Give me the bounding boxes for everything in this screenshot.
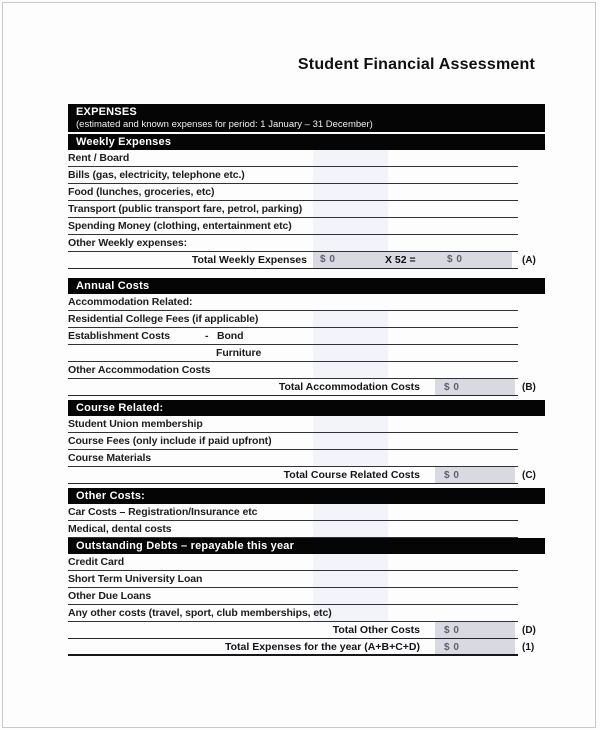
section-title: Weekly Expenses <box>76 136 172 148</box>
form-row-residential-college-fees-if-applicable <box>68 311 518 328</box>
total-letter: (D) <box>522 625 536 636</box>
amount-input-cell[interactable] <box>313 328 388 344</box>
form-row-other-weekly-expenses <box>68 235 518 252</box>
total-letter: (1) <box>522 642 535 653</box>
section-title: Other Costs: <box>76 490 146 502</box>
row-label-secondary: Bond <box>217 330 244 342</box>
section-header-other-costs <box>68 488 545 504</box>
section-header-weekly-expenses <box>68 134 545 150</box>
total-label: Total Weekly Expenses <box>191 254 307 266</box>
row-label: Car Costs – Registration/Insurance etc <box>68 506 258 518</box>
total-amount: $ 0 <box>444 642 460 653</box>
form-row-establishment-costs <box>68 328 518 345</box>
row-label: Rent / Board <box>68 152 130 164</box>
section-header-course-related <box>68 400 545 416</box>
row-label: Student Union membership <box>68 418 203 430</box>
row-label: Other Accommodation Costs <box>68 364 211 376</box>
total-row-total-weekly-expenses <box>68 252 536 269</box>
section-title: Annual Costs <box>76 280 150 292</box>
total-row-total-other-costs <box>68 622 536 639</box>
form-row-course-fees-only-include-if-paid-upfront <box>68 433 518 450</box>
total-amount-box[interactable] <box>435 379 515 395</box>
section-header-annual-costs <box>68 278 545 294</box>
form-row-rent-board <box>68 150 518 167</box>
form-row-food-lunches-groceries-etc <box>68 184 518 201</box>
amount-input-cell[interactable] <box>313 167 388 183</box>
amount-input-cell[interactable] <box>313 450 388 466</box>
row-label: Transport (public transport fare, petrol, parking) <box>68 203 303 215</box>
form-row-transport-public-transport-fare-petrol-parking <box>68 201 518 218</box>
amount-input-cell[interactable] <box>313 433 388 449</box>
form-row-car-costs-registration-insurance-etc <box>68 504 518 521</box>
form-row-furniture <box>68 345 518 362</box>
section-title: Course Related: <box>76 402 164 414</box>
total-amount: $ 0 <box>444 470 460 481</box>
amount-input-cell[interactable] <box>313 150 388 166</box>
grand-total-row <box>68 639 535 656</box>
row-label: Course Materials <box>68 452 152 464</box>
total-letter: (A) <box>522 255 536 266</box>
amount-input-cell[interactable] <box>313 362 388 378</box>
section-header-expenses <box>68 104 545 132</box>
form-row-other-due-loans <box>68 588 518 605</box>
form-row-short-term-university-loan <box>68 571 518 588</box>
section-header-outstanding-debts-repayable-this-year <box>68 538 545 554</box>
row-label: Any other costs (travel, sport, club memberships, etc) <box>68 607 332 619</box>
weekly-total-band[interactable] <box>313 252 512 268</box>
amount-input-cell[interactable] <box>313 345 388 361</box>
total-amount: $ 0 <box>444 625 460 636</box>
row-label: Other Due Loans <box>68 590 152 602</box>
row-label: Medical, dental costs <box>68 523 172 535</box>
row-label: Food (lunches, groceries, etc) <box>68 186 215 198</box>
amount-input-cell[interactable] <box>313 554 388 570</box>
total-row-total-course-related-costs <box>68 467 536 484</box>
total-row-total-accommodation-costs <box>68 379 536 396</box>
row-label: Course Fees (only include if paid upfront) <box>68 435 272 447</box>
section-title: EXPENSES <box>76 106 137 118</box>
form-row-course-materials <box>68 450 518 467</box>
row-label: Other Weekly expenses: <box>68 237 187 249</box>
total-label: Total Expenses for the year (A+B+C+D) <box>225 641 420 653</box>
amount-input-cell[interactable] <box>313 201 388 217</box>
amount-input-cell[interactable] <box>313 218 388 234</box>
form-row-accommodation-related <box>68 294 518 311</box>
form-row-any-other-costs-travel-sport-club-memberships-etc <box>68 605 518 622</box>
form-row-other-accommodation-costs <box>68 362 518 379</box>
amount-input-cell[interactable] <box>313 184 388 200</box>
form-row-student-union-membership <box>68 416 518 433</box>
form-body <box>68 104 545 656</box>
amount-input-cell[interactable] <box>313 571 388 587</box>
row-label: Establishment Costs <box>68 330 170 342</box>
section-gap <box>68 269 545 278</box>
weekly-total-amount: $ 0 <box>320 254 336 265</box>
amount-input-cell[interactable] <box>313 416 388 432</box>
amount-input-cell[interactable] <box>313 311 388 327</box>
row-label: Credit Card <box>68 556 125 568</box>
row-label: Bills (gas, electricity, telephone etc.) <box>68 169 245 181</box>
row-label: Accommodation Related: <box>68 296 193 308</box>
total-amount-box[interactable] <box>435 467 515 483</box>
total-label: Total Course Related Costs <box>283 469 420 481</box>
form-row-bills-gas-electricity-telephone-etc <box>68 167 518 184</box>
row-label: Short Term University Loan <box>68 573 203 585</box>
total-label: Total Other Costs <box>332 624 420 636</box>
weekly-multiplier: X 52 = <box>385 254 416 266</box>
amount-input-cell[interactable] <box>313 588 388 604</box>
form-row-medical-dental-costs <box>68 521 518 538</box>
section-subtitle: (estimated and known expenses for period: 1 January – 31 December) <box>76 119 373 130</box>
amount-input-cell[interactable] <box>313 521 388 537</box>
form-row-credit-card <box>68 554 518 571</box>
annual-total-amount: $ 0 <box>447 254 463 265</box>
document-title: Student Financial Assessment <box>297 56 535 73</box>
total-amount: $ 0 <box>444 382 460 393</box>
total-letter: (C) <box>522 470 536 481</box>
row-label: Residential College Fees (if applicable) <box>68 313 259 325</box>
row-label: Spending Money (clothing, entertainment etc) <box>68 220 292 232</box>
form-document <box>68 0 545 656</box>
amount-input-cell[interactable] <box>313 504 388 520</box>
total-amount-box[interactable] <box>435 639 515 654</box>
form-row-spending-money-clothing-entertainment-etc <box>68 218 518 235</box>
row-label-dash: - <box>205 330 209 342</box>
amount-input-cell[interactable] <box>313 235 388 251</box>
total-label: Total Accommodation Costs <box>278 381 420 393</box>
total-letter: (B) <box>522 382 536 393</box>
row-label: Furniture <box>216 347 262 359</box>
section-title: Outstanding Debts – repayable this year <box>76 540 295 552</box>
total-amount-box[interactable] <box>435 622 515 638</box>
